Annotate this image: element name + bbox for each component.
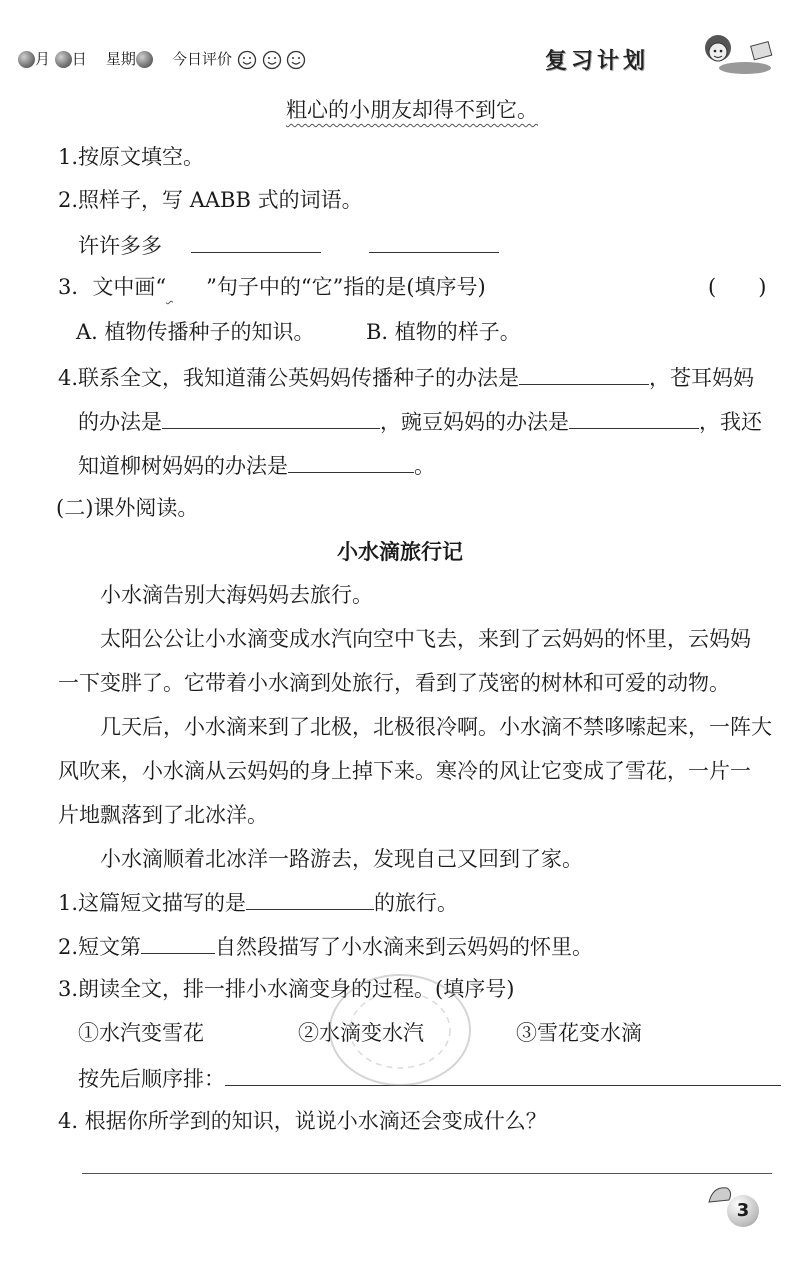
month-bullet-icon xyxy=(18,51,35,68)
footer-divider xyxy=(82,1173,772,1174)
question-4-line-1: 4.联系全文，我知道蒲公英妈妈传播种子的办法是 ，苍耳妈妈 xyxy=(58,362,754,392)
question-2-aabb: 2.照样子，写 AABB 式的词语。 xyxy=(58,188,363,212)
top-sentence: 粗心的小朋友却得不到它。 xyxy=(286,98,538,122)
aabb-answer-blank-1[interactable] xyxy=(191,230,321,253)
process-option-1: ①水汽变雪花 xyxy=(78,1021,204,1045)
pea-method-blank[interactable] xyxy=(569,406,699,429)
day-bullet-icon xyxy=(55,51,72,68)
dandelion-method-blank[interactable] xyxy=(519,362,649,385)
story-paragraph-2-line-1: 太阳公公让小水滴变成水汽向空中飞去，来到了云妈妈的怀里，云妈妈 xyxy=(100,627,751,651)
story-paragraph-3-line-2: 风吹来，小水滴从云妈妈的身上掉下来。寒冷的风让它变成了雪花，一片一 xyxy=(58,759,751,783)
rating-label: 今日评价 xyxy=(171,50,232,68)
story-paragraph-3-line-3: 片地飘落到了北冰洋。 xyxy=(58,803,268,827)
q3-option-a: A. 植物传播种子的知识。 xyxy=(76,320,315,344)
reading-question-4: 4. 根据你所学到的知识，说说小水滴还会变成什么？ xyxy=(58,1109,547,1133)
review-plan-title: 复习计划 xyxy=(545,49,650,74)
question-1-fill: 1.按原文填空。 xyxy=(58,145,205,169)
smiley-icon[interactable] xyxy=(286,50,306,70)
story-paragraph-1: 小水滴告别大海妈妈去旅行。 xyxy=(100,583,373,607)
page-number: 3 xyxy=(727,1195,759,1227)
day-label: 日 xyxy=(71,50,87,68)
willow-method-blank[interactable] xyxy=(288,450,414,473)
wavy-sample-mark xyxy=(166,273,206,301)
story-paragraph-3-line-1: 几天后，小水滴来到了北极，北极很冷啊。小水滴不禁哆嗦起来，一阵大 xyxy=(100,715,772,739)
date-header xyxy=(18,48,306,70)
aabb-example: 许许多多 xyxy=(78,234,162,258)
reading-question-3: 3.朗读全文，排一排小水滴变身的过程。(填序号) xyxy=(58,977,515,1001)
order-label: 按先后顺序排： xyxy=(78,1067,225,1091)
cocklebur-method-blank[interactable] xyxy=(162,406,380,429)
weekday-bullet-icon xyxy=(136,51,153,68)
process-option-2: ②水滴变水汽 xyxy=(298,1021,424,1045)
month-label: 月 xyxy=(35,50,51,68)
smiley-icon[interactable] xyxy=(237,50,257,70)
process-option-3: ③雪花变水滴 xyxy=(516,1021,642,1045)
question-4-line-2: 的办法是 ，豌豆妈妈的办法是 ，我还 xyxy=(78,406,762,436)
story-title: 小水滴旅行记 xyxy=(337,540,463,564)
smiley-icon[interactable] xyxy=(262,50,282,70)
story-paragraph-2-line-2: 一下变胖了。它带着小水滴到处旅行，看到了茂密的树林和可爱的动物。 xyxy=(58,671,730,695)
reading-question-2: 2.短文第 自然段描写了小水滴来到云妈妈的怀里。 xyxy=(58,931,593,961)
paragraph-number-blank[interactable] xyxy=(141,931,215,954)
order-answer-blank[interactable] xyxy=(225,1063,781,1086)
weekday-label: 星期 xyxy=(105,50,136,68)
story-subject-blank[interactable] xyxy=(246,887,374,910)
watermark-stamp-icon xyxy=(310,960,490,1100)
question-3: 3．文中画“ ”句子中的“它”指的是(填序号) xyxy=(58,275,486,299)
q3-answer-paren[interactable]: ( ) xyxy=(708,275,767,299)
story-paragraph-4: 小水滴顺着北冰洋一路游去，发现自己又回到了家。 xyxy=(100,847,583,871)
reading-question-1: 1.这篇短文描写的是 的旅行。 xyxy=(58,887,458,917)
section-heading-extra-reading: (二)课外阅读。 xyxy=(56,496,199,520)
aabb-row xyxy=(78,230,499,260)
q3-option-b: B. 植物的样子。 xyxy=(366,320,521,344)
aabb-answer-blank-2[interactable] xyxy=(369,230,499,253)
reading-girl-icon xyxy=(690,30,780,80)
question-4-line-3: 知道柳树妈妈的办法是 。 xyxy=(78,450,435,480)
